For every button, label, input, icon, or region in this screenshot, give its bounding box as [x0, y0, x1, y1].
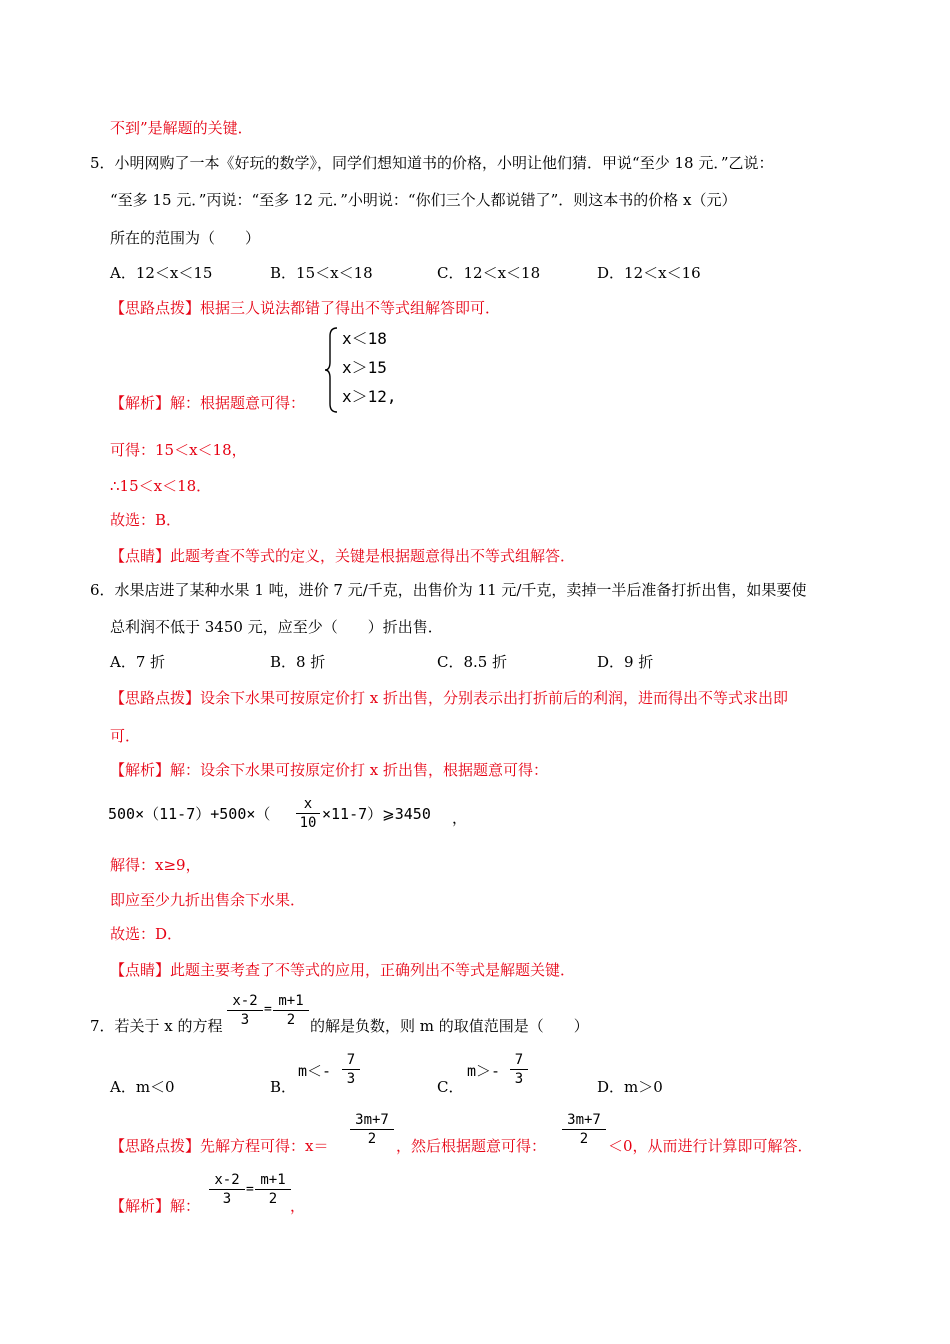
- q5-option-d: D．12＜x＜16: [597, 264, 701, 282]
- q6-option-b: B．8 折: [270, 653, 326, 671]
- q5-ineq-3: x＞12,: [342, 387, 397, 406]
- q7-solution-fraction-2-den: 2: [268, 1191, 278, 1207]
- q7-fraction-1-num: x-2: [227, 992, 263, 1011]
- q7-option-c-den: 3: [514, 1071, 524, 1087]
- q6-equation-right: ×11-7）⩾3450: [322, 805, 431, 823]
- q7-hint-fraction-2-num: 3m+7: [562, 1111, 606, 1130]
- q5-option-c: C．12＜x＜18: [437, 264, 541, 282]
- q5-system-brace: [324, 326, 340, 414]
- q7-hint-fraction-2-den: 2: [579, 1131, 589, 1147]
- q5-solution: [110, 393, 305, 413]
- q6-note: [110, 960, 575, 980]
- q5-step-2: ∴15＜x＜18．: [110, 477, 212, 495]
- q7-solution: [110, 1196, 200, 1216]
- q5-ineq-2: x＞15: [342, 358, 387, 377]
- q7-hint-tag: 【思路点拨】: [110, 1137, 201, 1155]
- q7-equals: =: [264, 1002, 272, 1017]
- q5-step-1: 可得：15＜x＜18，: [110, 441, 247, 459]
- q7-solution-comma: ，: [290, 1197, 306, 1215]
- q7-solution-fraction-2: [255, 1171, 291, 1208]
- q7-hint: [110, 1136, 328, 1156]
- q5-answer: 故选：B．: [110, 511, 182, 529]
- q7-option-b-label: B．: [270, 1078, 297, 1096]
- q7-hint-fraction-1-num: 3m+7: [350, 1111, 394, 1130]
- q7-option-c-fraction: [510, 1051, 528, 1088]
- q7-option-a: A．m＜0: [110, 1078, 175, 1096]
- q7-option-c-num: 7: [510, 1051, 528, 1070]
- q5-note-tag: 【点睛】: [110, 547, 171, 565]
- q7-option-b-den: 3: [346, 1071, 356, 1087]
- q7-option-c-label: C．: [437, 1078, 464, 1096]
- q5-ineq-1: x＜18: [342, 329, 387, 348]
- q5-stem-line2: “至多 15 元．”丙说：“至多 12 元．”小明说：“你们三个人都说错了”．则这本书的价格 x（元）: [110, 191, 737, 209]
- q6-option-c: C．8.5 折: [437, 653, 508, 671]
- q5-inequality-system: [342, 324, 397, 411]
- q7-fraction-2-den: 2: [286, 1012, 296, 1028]
- q6-step-1: 解得：x≥9，: [110, 856, 201, 874]
- q5-note-text: 此题考查不等式的定义，关键是根据题意得出不等式组解答．: [170, 547, 576, 565]
- q7-solution-fraction-2-num: m+1: [255, 1171, 291, 1190]
- q6-stem-line2: 总利润不低于 3450 元，应至少（ ）折出售．: [110, 618, 443, 636]
- q6-equation-left: 500×（11-7）+500×（: [108, 805, 271, 823]
- q7-fraction-1: [227, 992, 263, 1029]
- q6-option-a: A．7 折: [110, 653, 166, 671]
- q6-answer: 故选：D．: [110, 925, 183, 943]
- q7-solution-tag: 【解析】: [110, 1197, 171, 1215]
- q5-stem-line3: 所在的范围为（ ）: [110, 229, 261, 247]
- q6-hint: [110, 688, 788, 708]
- q7-option-b-num: 7: [342, 1051, 360, 1070]
- q7-fraction-2: [273, 992, 309, 1029]
- q6-fraction: [296, 795, 320, 832]
- q6-solution: [110, 760, 548, 780]
- q6-option-d: D．9 折: [597, 653, 654, 671]
- q6-hint-tag: 【思路点拨】: [110, 689, 201, 707]
- q7-option-c-expr: m＞-: [467, 1062, 501, 1080]
- q7-stem-a: 7．若关于 x 的方程: [90, 1017, 223, 1035]
- q5-option-a: A．12＜x＜15: [110, 264, 213, 282]
- q6-equation-comma: ，: [452, 809, 468, 827]
- q5-note: [110, 546, 575, 566]
- q6-stem-line1: 6．水果店进了某种水果 1 吨，进价 7 元/千克，出售价为 11 元/千克，卖掉一半后准备打折出售，如果要使: [90, 581, 807, 599]
- q7-hint-fraction-1: [350, 1111, 394, 1148]
- q7-hint-text-a: 先解方程可得：x＝: [200, 1137, 329, 1155]
- q7-fraction-1-den: 3: [240, 1012, 250, 1028]
- q7-hint-text-b: ，然后根据题意可得：: [396, 1137, 547, 1155]
- q6-fraction-num: x: [296, 795, 320, 814]
- q7-stem-b: 的解是负数，则 m 的取值范围是（ ）: [310, 1017, 589, 1035]
- q6-fraction-den: 10: [299, 815, 317, 831]
- q5-stem-line1: 5．小明网购了一本《好玩的数学》，同学们想知道书的价格，小明让他们猜．甲说“至少 18 元．”乙说：: [90, 154, 774, 172]
- q6-hint-text: 设余下水果可按原定价打 x 折出售，分别表示出打折前后的利润，进而得出不等式求出即: [200, 689, 789, 707]
- q6-step-2: 即应至少九折出售余下水果．: [110, 891, 306, 909]
- q7-solution-equals: =: [246, 1182, 254, 1197]
- q5-hint-text: 根据三人说法都错了得出不等式组解答即可．: [200, 299, 501, 317]
- q6-hint-line2: 可．: [110, 727, 141, 745]
- q5-solution-text: 解：根据题意可得：: [170, 394, 306, 412]
- q7-hint-fraction-2: [562, 1111, 606, 1148]
- q7-fraction-2-num: m+1: [273, 992, 309, 1011]
- q7-solution-fraction-1-num: x-2: [209, 1171, 245, 1190]
- q7-hint-fraction-1-den: 2: [367, 1131, 377, 1147]
- q5-hint: [110, 298, 500, 318]
- q5-hint-tag: 【思路点拨】: [110, 299, 201, 317]
- q7-solution-text: 解：: [170, 1197, 201, 1215]
- q6-note-text: 此题主要考查了不等式的应用，正确列出不等式是解题关键．: [170, 961, 576, 979]
- q5-solution-tag: 【解析】: [110, 394, 171, 412]
- previous-note-tail: 不到”是解题的关键．: [110, 119, 253, 137]
- q7-solution-fraction-1-den: 3: [222, 1191, 232, 1207]
- q6-note-tag: 【点睛】: [110, 961, 171, 979]
- q6-solution-tag: 【解析】: [110, 761, 171, 779]
- q7-hint-text-c: ＜0，从而进行计算即可解答．: [608, 1137, 813, 1155]
- q7-option-b-fraction: [342, 1051, 360, 1088]
- q7-solution-fraction-1: [209, 1171, 245, 1208]
- q6-solution-text: 解：设余下水果可按原定价打 x 折出售，根据题意可得：: [170, 761, 549, 779]
- q5-option-b: B．15＜x＜18: [270, 264, 373, 282]
- q7-option-b-expr: m＜-: [298, 1062, 332, 1080]
- q7-option-d: D．m＞0: [597, 1078, 663, 1096]
